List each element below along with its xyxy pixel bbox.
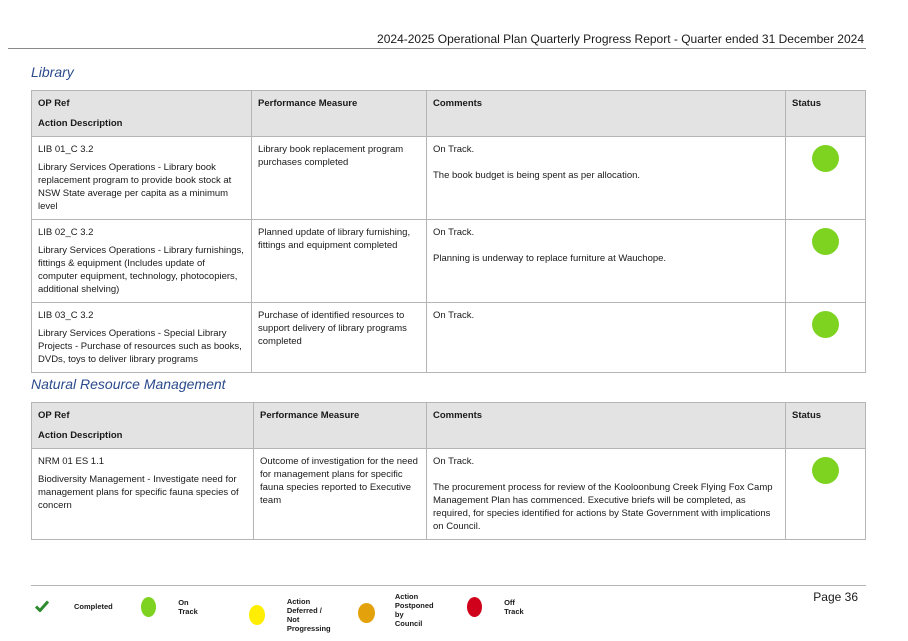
action-cell	[32, 449, 254, 540]
report-title: 2024-2025 Operational Plan Quarterly Progress Report - Quarter ended 31 December 2024	[377, 32, 864, 46]
status-header: Status	[786, 91, 866, 137]
table-header-row	[32, 91, 866, 137]
action-cell	[32, 137, 252, 220]
performance-measure-header: Performance Measure	[252, 91, 427, 137]
comments-cell	[427, 220, 786, 303]
legend-deferred-label: Action Deferred / Not Progressing	[286, 597, 331, 633]
status-on-track-icon	[812, 228, 839, 255]
action-description: Library Services Operations - Special Library Projects - Purchase of resources such as books, DVDs, toys to deliver library programs	[38, 328, 242, 365]
legend-on-track	[141, 597, 203, 617]
table-row	[32, 137, 866, 220]
table-row	[32, 449, 866, 540]
section-title-library: Library	[31, 64, 74, 80]
postponed-dot-icon	[358, 603, 375, 623]
section-title-natural-resource-management: Natural Resource Management	[31, 376, 226, 392]
legend-postponed	[358, 592, 437, 628]
legend-postponed-label: Action Postponed by Council	[394, 592, 434, 628]
table-header-row	[32, 403, 866, 449]
legend-on-track-label: On Track	[178, 598, 198, 616]
op-ref: LIB 01_C 3.2	[38, 144, 94, 155]
op-ref: NRM 01 ES 1.1	[38, 456, 104, 467]
action-description: Library Services Operations - Library book replacement program to provide book stock at NSW State average per capita as a minimum level	[38, 162, 232, 212]
status-cell	[786, 449, 866, 540]
comments-cell	[427, 137, 786, 220]
status-on-track-icon	[812, 145, 839, 172]
comments-cell	[427, 449, 786, 540]
library-table	[31, 90, 866, 373]
deferred-dot-icon	[249, 605, 265, 625]
table-row	[32, 220, 866, 303]
status-header: Status	[786, 403, 866, 449]
status-cell	[786, 220, 866, 303]
action-cell	[32, 220, 252, 303]
action-description: Library Services Operations - Library furnishings, fittings & equipment (Includes update of computer equipment, technology, photocopiers, additional shelving)	[38, 245, 244, 295]
status-cell	[786, 137, 866, 220]
op-ref-header: OP Ref Action Description	[32, 403, 254, 449]
action-cell	[32, 303, 252, 373]
on-track-dot-icon	[141, 597, 156, 617]
op-ref: LIB 03_C 3.2	[38, 310, 94, 321]
checkmark-icon	[35, 600, 49, 612]
legend-completed	[35, 600, 113, 612]
footer-divider	[31, 585, 866, 586]
comment-detail: The book budget is being spent as per allocation.	[433, 170, 641, 181]
op-ref: LIB 02_C 3.2	[38, 227, 94, 238]
off-track-dot-icon	[467, 597, 482, 617]
performance-measure: Planned update of library furnishing, fittings and equipment completed	[252, 220, 427, 303]
legend-completed-label: Completed	[74, 601, 113, 611]
comment-detail: The procurement process for review of the Kooloonbung Creek Flying Fox Camp Management Plan has commenced. Executive briefs will be completed, as required, for species identified for actions by State Government with implications on Council.	[433, 482, 773, 532]
performance-measure: Library book replacement program purchases completed	[252, 137, 427, 220]
status-cell	[786, 303, 866, 373]
comments-header: Comments	[427, 91, 786, 137]
status-on-track-icon	[812, 311, 839, 338]
comment-status: On Track.	[433, 144, 475, 155]
comment-status: On Track.	[433, 310, 475, 321]
comment-detail: Planning is underway to replace furniture at Wauchope.	[433, 253, 667, 264]
comments-cell	[427, 303, 786, 373]
page-header	[8, 30, 866, 49]
legend-off-track	[467, 597, 529, 617]
table-row	[32, 303, 866, 373]
performance-measure: Outcome of investigation for the need for management plans for specific fauna species reported to Executive team	[254, 449, 427, 540]
comment-status: On Track.	[433, 227, 475, 238]
legend-deferred	[249, 597, 335, 633]
action-description: Biodiversity Management - Investigate need for management plans for specific fauna species of concern	[38, 474, 239, 511]
performance-measure: Purchase of identified resources to support delivery of library programs completed	[252, 303, 427, 373]
comment-status: On Track.	[433, 456, 475, 467]
action-description-header: Action Description	[38, 118, 123, 129]
page-number: Page 36	[813, 590, 858, 604]
legend-off-track-label: Off Track	[504, 598, 524, 616]
op-ref-header: OP Ref Action Description	[32, 91, 252, 137]
action-description-header: Action Description	[38, 430, 123, 441]
comments-header: Comments	[427, 403, 786, 449]
status-on-track-icon	[812, 457, 839, 484]
natural-resource-management-table	[31, 402, 866, 540]
performance-measure-header: Performance Measure	[254, 403, 427, 449]
